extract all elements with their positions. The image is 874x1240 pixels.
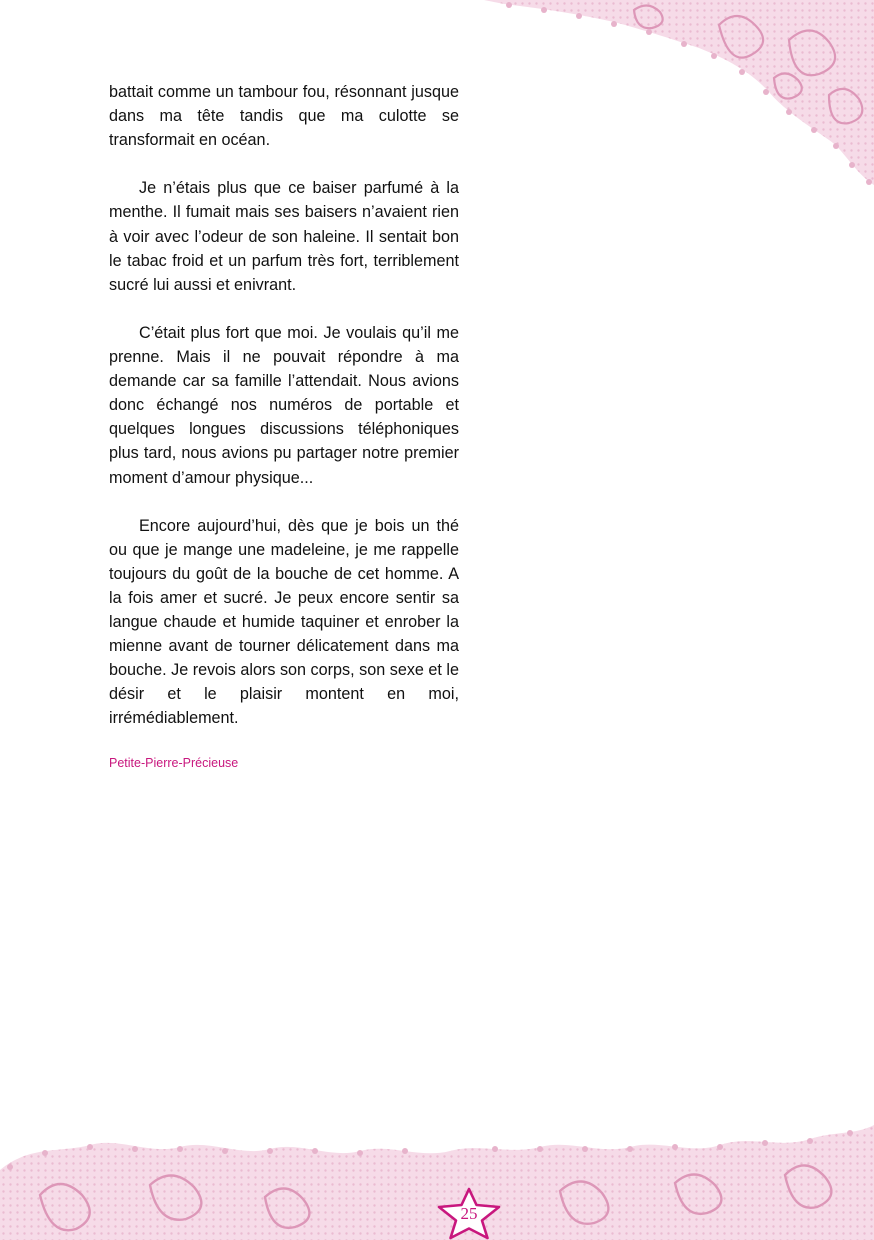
lace-decoration-top-icon xyxy=(484,0,874,190)
page-number: 25 xyxy=(460,1204,478,1223)
paragraph-2: Je n’étais plus que ce baiser parfumé à la menthe. Il fumait mais ses baisers n’avaient rien à voir avec l’odeur de son haleine. Il sentait bon le tabac froid et un parfum très fort, terriblement sucré lui aussi et enivrant. xyxy=(109,179,459,294)
paragraph-3: C’était plus fort que moi. Je voulais qu’il me prenne. Mais il ne pouvait répondre à ma demande car sa famille l’attendait. Nous avions donc échangé nos numéros de portable et quelques longues discussions téléphoniques plus tard, nous avions pu partager notre premier moment d’amour physique... xyxy=(109,323,459,487)
paragraph-4: Encore aujourd’hui, dès que je bois un thé ou que je mange une madeleine, je me rappelle toujours du goût de la bouche de cet homme. A la fois amer et sucré. Je peux encore sentir sa langue chaude et humide taquiner et enrober la mienne avant de tourner délicatement dans ma bouche. Je revois alors son corps, son sexe et le désir et le plaisir montent en moi, irrémédiablement. xyxy=(109,516,460,728)
article-body xyxy=(109,80,459,755)
paragraph-1: battait comme un tambour fou, résonnant jusque dans ma tête tandis que ma culotte se transformait en océan. xyxy=(109,83,459,150)
author-signature: Petite-Pierre-Précieuse xyxy=(109,756,239,770)
